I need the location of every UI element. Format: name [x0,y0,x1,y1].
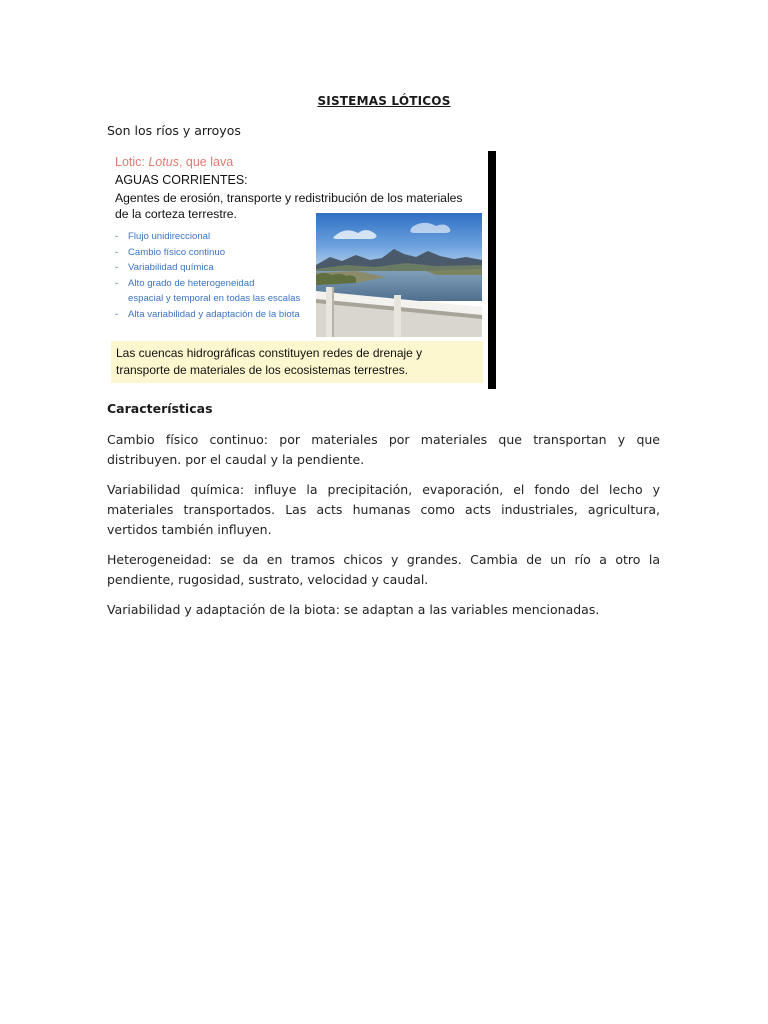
bullet-continuation [115,291,320,307]
lotic-prefix: Lotic: [115,155,149,169]
bridge-post-shadow [332,287,334,337]
bullet-item [115,229,320,245]
slide-image [108,151,496,389]
paragraph: Heterogeneidad: se da en tramos chicos y grandes. Cambia de un río a otro la pendiente, rugosidad, sustrato, velocidad y caudal. [107,552,660,587]
bullet-text: Cambio físico continuo [128,246,226,258]
bullet-text: Flujo unidireccional [128,231,211,242]
bullet-item [115,245,320,261]
paragraph: Variabilidad química: influye la precipitación, evaporación, el fondo del lecho y materiales transportados. Las acts humanas como acts industriales, agricultura, vertidos también influyen. [107,482,660,537]
bullet-dash: - [115,277,119,289]
section-heading: Características [107,401,213,416]
bullet-dash: - [115,308,119,320]
paragraph: Cambio físico continuo: por materiales por materiales que transportan y que distribuyen. por el caudal y la pendiente. [107,432,660,467]
lotic-suffix: , que lava [178,155,234,169]
lotic-word: Lotus [148,155,179,169]
slide-bullet-list [115,229,320,323]
slide-banner [111,341,483,383]
slide-heading: AGUAS CORRIENTES: [115,173,248,187]
river-photo [316,213,482,337]
bullet-dash: - [115,231,119,242]
bullet-text: Variabilidad química [128,262,214,274]
bullet-item [115,307,320,323]
bullet-text: Alto grado de heterogeneidad [128,277,255,289]
paragraph: Variabilidad y adaptación de la biota: se adaptan a las variables mencionadas. [107,602,600,617]
slide-border [488,151,496,389]
lotic-definition [115,155,233,169]
slide-content [108,151,488,389]
slide-description: Agentes de erosión, transporte y redistribución de los materiales de la corteza terrestre. [115,191,463,221]
bullet-item [115,276,320,292]
bullet-dash: - [115,262,119,274]
river-landscape-image [316,213,482,337]
intro-text: Son los ríos y arroyos [107,123,241,138]
page-title: SISTEMAS LÓTICOS [317,94,451,108]
banner-text: Las cuencas hidrográficas constituyen redes de drenaje y transporte de materiales de los ecosistemas terrestres. [116,346,423,377]
bullet-text: Alta variabilidad y adaptación de la biota [128,308,300,320]
bullet-dash: - [115,246,119,258]
bullet-text: espacial y temporal en todas las escalas [128,293,301,305]
bullet-item [115,260,320,276]
bridge-post [394,295,401,337]
